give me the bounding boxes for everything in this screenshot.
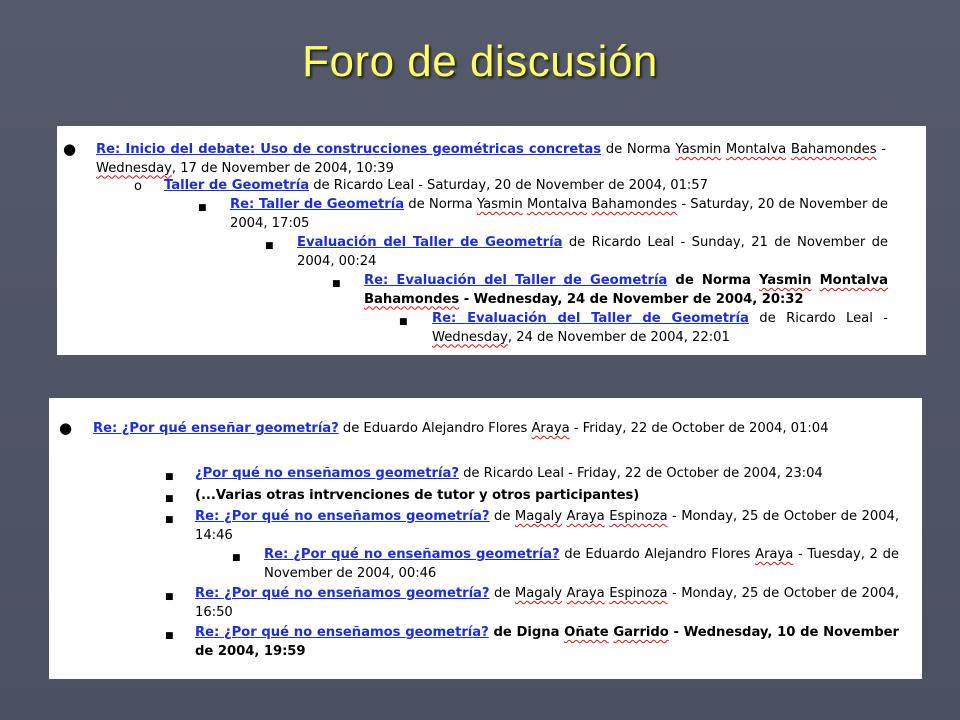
forum-post: Taller de Geometría de Ricardo Leal - Saturday, 20 de November de 2004, 01:57 (164, 178, 708, 193)
post-subject-link[interactable]: Re: ¿Por qué no enseñamos geometría? (195, 586, 490, 601)
forum-post: Re: ¿Por qué no enseñamos geometría? de Magaly Araya Espinoza - Monday, 25 de October de 2004, 16:50 (195, 586, 900, 620)
square-bullet-icon: ■ (332, 279, 341, 289)
post-subject-link[interactable]: Re: ¿Por qué no enseñamos geometría? (264, 547, 560, 562)
post-subject-link[interactable]: ¿Por qué no enseñamos geometría? (195, 466, 459, 481)
forum-post: Re: Evaluación del Taller de Geometría de Ricardo Leal - Wednesday, 24 de November de 2004, 22:01 (432, 311, 888, 345)
post-subject-link[interactable]: Re: ¿Por qué no enseñamos geometría? (195, 625, 489, 640)
square-bullet-icon: ■ (399, 317, 408, 327)
square-bullet-icon: ■ (165, 472, 174, 482)
disc-bullet-icon: ● (63, 140, 77, 158)
forum-thread-screenshot-1 (57, 126, 926, 355)
square-bullet-icon: ■ (165, 592, 174, 602)
disc-bullet-icon: ● (59, 419, 73, 437)
square-bullet-icon: ■ (265, 241, 274, 251)
forum-post: ¿Por qué no enseñamos geometría? de Ricardo Leal - Friday, 22 de October de 2004, 23:04 (195, 466, 823, 481)
post-subject-link[interactable]: Taller de Geometría (164, 178, 310, 193)
post-subject-link[interactable]: Re: ¿Por qué enseñar geometría? (93, 421, 339, 436)
post-subject-link[interactable]: Re: Inicio del debate: Uso de construcciones geométricas concretas (96, 142, 602, 157)
slide-title: Foro de discusión (302, 37, 658, 86)
circle-bullet-icon: o (134, 179, 142, 194)
forum-post: Re: ¿Por qué no enseñamos geometría? de Magaly Araya Espinoza - Monday, 25 de October de 2004, 14:46 (195, 509, 900, 543)
square-bullet-icon: ■ (165, 631, 174, 641)
forum-post: Re: Evaluación del Taller de Geometría de Norma Yasmin Montalva Bahamondes - Wednesday, 24 de November de 2004, 20:32 (364, 273, 888, 307)
post-subject-link[interactable]: Re: Taller de Geometría (230, 197, 405, 212)
square-bullet-icon: ■ (232, 553, 241, 563)
square-bullet-icon: ■ (198, 203, 207, 213)
forum-thread-screenshot-2 (49, 398, 922, 679)
forum-note: (...Varias otras intrvenciones de tutor y otros participantes) (195, 488, 640, 503)
post-subject-link[interactable]: Re: Evaluación del Taller de Geometría (364, 273, 668, 288)
forum-post: Re: ¿Por qué no enseñamos geometría? de Digna Oñate Garrido - Wednesday, 10 de November de 2004, 19:59 (195, 625, 899, 659)
forum-post: Re: Inicio del debate: Uso de construcciones geométricas concretas de Norma Yasmin Montalva Bahamondes - Wednesday, 17 de November de 2004, 10:39 (96, 142, 886, 176)
square-bullet-icon: ■ (165, 494, 174, 504)
forum-post: Evaluación del Taller de Geometría de Ricardo Leal - Sunday, 21 de November de 2004, 00:24 (297, 235, 888, 269)
square-bullet-icon: ■ (165, 515, 174, 525)
post-subject-link[interactable]: Re: ¿Por qué no enseñamos geometría? (195, 509, 490, 524)
post-subject-link[interactable]: Evaluación del Taller de Geometría (297, 235, 563, 250)
forum-post: Re: Taller de Geometría de Norma Yasmin Montalva Bahamondes - Saturday, 20 de November de 2004, 17:05 (230, 197, 888, 231)
forum-post: Re: ¿Por qué enseñar geometría? de Eduardo Alejandro Flores Araya - Friday, 22 de October de 2004, 01:04 (93, 421, 829, 436)
post-subject-link[interactable]: Re: Evaluación del Taller de Geometría (432, 311, 749, 326)
forum-post: Re: ¿Por qué no enseñamos geometría? de Eduardo Alejandro Flores Araya - Tuesday, 2 de November de 2004, 00:46 (264, 547, 899, 581)
